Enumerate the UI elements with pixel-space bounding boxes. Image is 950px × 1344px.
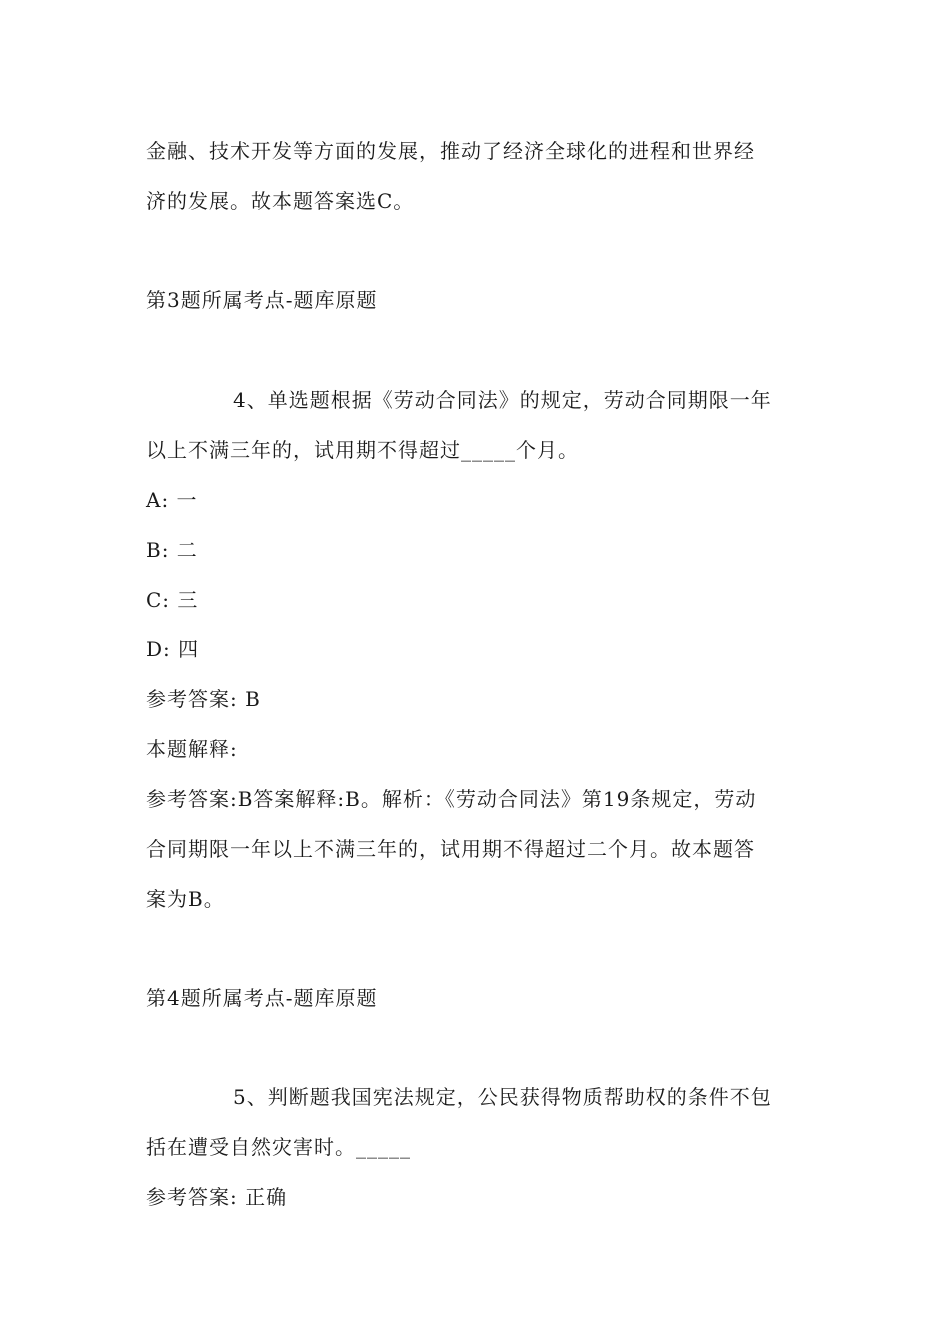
q3-explanation-line-1: 金融、技术开发等方面的发展，推动了经济全球化的进程和世界经 bbox=[146, 139, 755, 163]
q5-stem-line-2: 括在遭受自然灾害时。_____ bbox=[146, 1135, 411, 1159]
q4-explanation-line-2: 合同期限一年以上不满三年的，试用期不得超过二个月。故本题答 bbox=[146, 837, 755, 861]
q4-stem-line-2: 以上不满三年的，试用期不得超过_____个月。 bbox=[146, 438, 579, 462]
q4-option-b: B: 二 bbox=[146, 538, 198, 562]
q4-explanation-heading: 本题解释: bbox=[146, 737, 238, 761]
q4-answer: 参考答案: B bbox=[146, 687, 261, 711]
q4-stem-line-1: 4、单选题根据《劳动合同法》的规定，劳动合同期限一年 bbox=[233, 388, 772, 412]
q5-stem-line-1: 5、判断题我国宪法规定，公民获得物质帮助权的条件不包 bbox=[233, 1085, 772, 1109]
q4-explanation-line-1: 参考答案:B答案解释:B。解析：《劳动合同法》第19条规定，劳动 bbox=[146, 787, 757, 811]
q4-option-c: C: 三 bbox=[146, 588, 199, 612]
q5-answer: 参考答案: 正确 bbox=[146, 1185, 288, 1209]
q3-topic: 第3题所属考点-题库原题 bbox=[146, 288, 378, 312]
q3-explanation-line-2: 济的发展。故本题答案选C。 bbox=[146, 189, 415, 213]
q4-option-a: A: 一 bbox=[146, 488, 198, 512]
q4-explanation-line-3: 案为B。 bbox=[146, 887, 225, 911]
q4-topic: 第4题所属考点-题库原题 bbox=[146, 986, 378, 1010]
q4-option-d: D: 四 bbox=[146, 637, 200, 661]
